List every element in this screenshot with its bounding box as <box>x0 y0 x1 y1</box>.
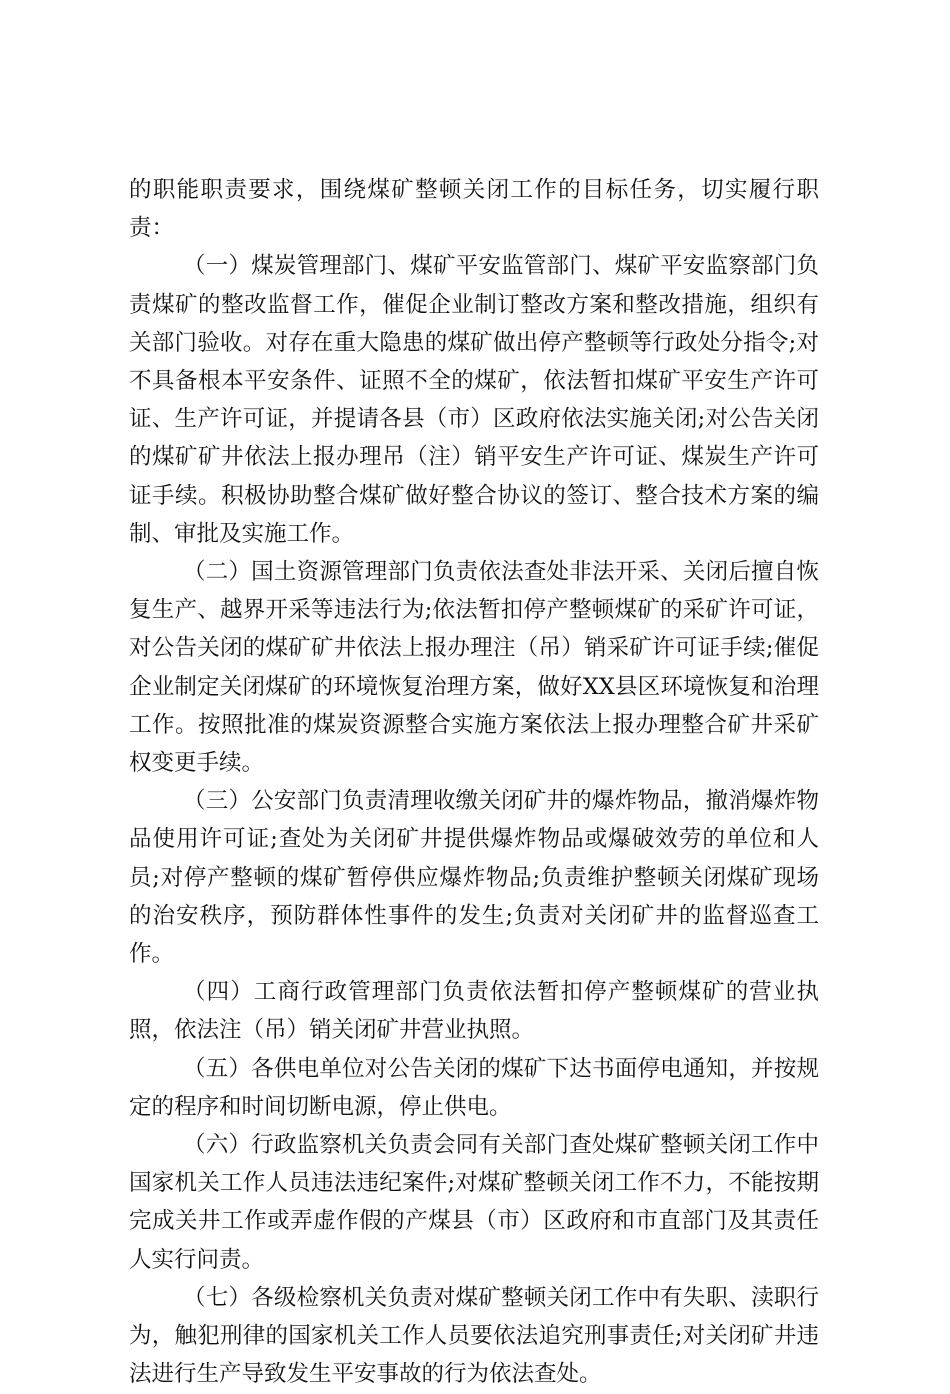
paragraph-item-3: （三）公安部门负责清理收缴关闭矿井的爆炸物品，撤消爆炸物品使用许可证;查处为关闭矿井提供爆炸物品或爆破效劳的单位和人员;对停产整顿的煤矿暂停供应爆炸物品;负责维护整顿关闭煤矿现场的治安秩序，预防群体性事件的发生;负责对关闭矿井的监督巡查工作。 <box>129 788 819 968</box>
paragraph-item-7: （七）各级检察机关负责对煤矿整顿关闭工作中有失职、渎职行为，触犯刑律的国家机关工作人员要依法追究刑事责任;对关闭矿井违法进行生产导致发生平安事故的行为依法查处。 <box>129 1284 819 1388</box>
document-body <box>129 171 819 1394</box>
paragraph-item-1: （一）煤炭管理部门、煤矿平安监管部门、煤矿平安监察部门负责煤矿的整改监督工作，催促企业制订整改方案和整改措施，组织有关部门验收。对存在重大隐患的煤矿做出停产整顿等行政处分指令;对不具备根本平安条件、证照不全的煤矿，依法暂扣煤矿平安生产许可证、生产许可证，并提请各县（市）区政府依法实施关闭;对公告关闭的煤矿矿井依法上报办理吊（注）销平安生产许可证、煤炭生产许可证手续。积极协助整合煤矿做好整合协议的签订、整合技术方案的编制、审批及实施工作。 <box>129 253 819 547</box>
paragraph-item-5: （五）各供电单位对公告关闭的煤矿下达书面停电通知，并按规定的程序和时间切断电源，停止供电。 <box>129 1055 819 1120</box>
paragraph-item-2: （二）国土资源管理部门负责依法查处非法开采、关闭后擅自恢复生产、越界开采等违法行为;依法暂扣停产整顿煤矿的采矿许可证，对公告关闭的煤矿矿井依法上报办理注（吊）销采矿许可证手续;催促企业制定关闭煤矿的环境恢复治理方案，做好XX县区环境恢复和治理工作。按照批准的煤炭资源整合实施方案依法上报办理整合矿井采矿权变更手续。 <box>129 559 819 777</box>
paragraph-item-4: （四）工商行政管理部门负责依法暂扣停产整顿煤矿的营业执照，依法注（吊）销关闭矿井营业执照。 <box>129 979 819 1044</box>
paragraph-item-6: （六）行政监察机关负责会同有关部门查处煤矿整顿关闭工作中国家机关工作人员违法违纪案件;对煤矿整顿关闭工作不力，不能按期完成关井工作或弄虚作假的产煤县（市）区政府和市直部门及其责任人实行问责。 <box>129 1132 819 1273</box>
paragraph-intro: 的职能职责要求，围绕煤矿整顿关闭工作的目标任务，切实履行职责： <box>129 177 819 242</box>
